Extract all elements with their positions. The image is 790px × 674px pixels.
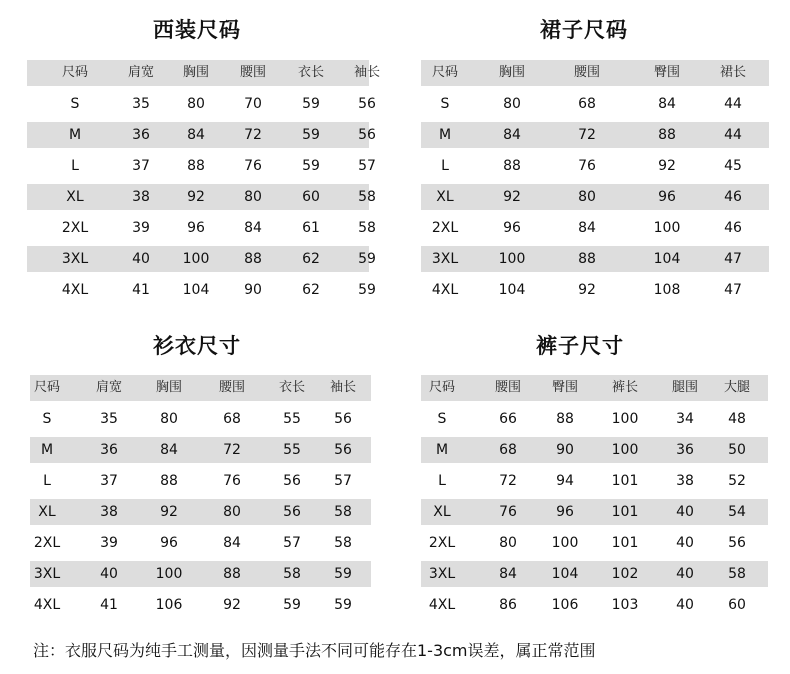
table-row (27, 246, 376, 272)
table-cell: 37 (100, 473, 118, 489)
size-label: S (70, 96, 80, 112)
column-header: 大腿 (723, 380, 751, 395)
table-cell: 88 (556, 411, 574, 427)
table-cell: 59 (334, 597, 352, 613)
table-cell: 50 (728, 442, 746, 458)
table-cell: 80 (503, 96, 521, 112)
table-cell: 90 (556, 442, 574, 458)
table-cell: 38 (132, 189, 150, 205)
table-cell: 62 (302, 251, 320, 267)
suit-size-title: 西装尺码 (153, 18, 241, 42)
size-label: S (437, 411, 447, 427)
table-cell: 59 (358, 251, 376, 267)
table-cell: 92 (658, 158, 676, 174)
table-cell: 58 (334, 535, 352, 551)
table-cell: 38 (676, 473, 694, 489)
skirt-size-title: 裙子尺码 (540, 18, 628, 42)
table-cell: 55 (283, 411, 301, 427)
size-label: 3XL (61, 251, 89, 267)
table-cell: 68 (578, 96, 596, 112)
table-cell: 72 (499, 473, 517, 489)
table-row (27, 184, 376, 210)
table-cell: 88 (578, 251, 596, 267)
table-cell: 100 (498, 251, 526, 267)
table-cell: 100 (653, 220, 681, 236)
table-cell: 55 (283, 442, 301, 458)
table-cell: 92 (187, 189, 205, 205)
table-cell: 59 (302, 96, 320, 112)
table-row (421, 277, 769, 303)
table-cell: 57 (283, 535, 301, 551)
column-header: 肩宽 (95, 380, 123, 395)
table-cell: 76 (244, 158, 262, 174)
size-label: 2XL (431, 220, 459, 236)
table-cell: 96 (160, 535, 178, 551)
table-cell: 88 (187, 158, 205, 174)
table-cell: 90 (244, 282, 262, 298)
column-header: 尺码 (431, 65, 459, 80)
table-cell: 76 (223, 473, 241, 489)
table-row (421, 184, 769, 210)
table-row (421, 153, 769, 179)
table-cell: 62 (302, 282, 320, 298)
table-row (421, 246, 769, 272)
table-cell: 108 (653, 282, 681, 298)
table-cell: 88 (658, 127, 676, 143)
column-header: 胸围 (498, 65, 526, 80)
table-row (30, 530, 371, 556)
table-cell: 80 (499, 535, 517, 551)
size-label: 2XL (61, 220, 89, 236)
column-header: 尺码 (33, 380, 61, 395)
table-row (30, 468, 371, 494)
size-label: M (438, 127, 452, 143)
table-row (30, 437, 371, 463)
table-cell: 59 (358, 282, 376, 298)
table-header-row (30, 375, 371, 401)
column-header: 袖长 (329, 380, 357, 395)
table-cell: 80 (187, 96, 205, 112)
column-header: 衣长 (278, 380, 306, 395)
table-cell: 84 (223, 535, 241, 551)
table-cell: 88 (223, 566, 241, 582)
table-cell: 40 (100, 566, 118, 582)
column-header: 胸围 (155, 380, 183, 395)
size-label: 3XL (428, 566, 456, 582)
table-cell: 104 (182, 282, 210, 298)
table-cell: 96 (556, 504, 574, 520)
table-cell: 56 (283, 504, 301, 520)
table-row (421, 215, 769, 241)
table-header-row (421, 375, 768, 401)
table-cell: 92 (160, 504, 178, 520)
measurement-note: 注：衣服尺码为纯手工测量，因测量手法不同可能存在1-3cm误差，属正常范围 (33, 641, 596, 660)
size-label: XL (38, 504, 56, 520)
table-cell: 60 (728, 597, 746, 613)
table-cell: 36 (132, 127, 150, 143)
table-cell: 44 (724, 127, 742, 143)
size-label: 3XL (431, 251, 459, 267)
table-cell: 56 (358, 127, 376, 143)
table-cell: 88 (244, 251, 262, 267)
column-header: 肩宽 (127, 65, 155, 80)
column-header: 裤长 (611, 380, 639, 395)
table-cell: 80 (223, 504, 241, 520)
table-cell: 84 (658, 96, 676, 112)
size-label: 4XL (428, 597, 456, 613)
table-cell: 40 (676, 504, 694, 520)
table-cell: 45 (724, 158, 742, 174)
table-cell: 70 (244, 96, 262, 112)
table-cell: 72 (244, 127, 262, 143)
table-cell: 103 (611, 597, 639, 613)
size-label: XL (66, 189, 84, 205)
table-cell: 36 (676, 442, 694, 458)
column-header: 臀围 (653, 65, 681, 80)
table-cell: 84 (499, 566, 517, 582)
table-cell: 106 (155, 597, 183, 613)
table-cell: 92 (223, 597, 241, 613)
table-row (421, 499, 768, 525)
table-cell: 46 (724, 189, 742, 205)
table-cell: 88 (503, 158, 521, 174)
table-cell: 56 (283, 473, 301, 489)
table-cell: 92 (578, 282, 596, 298)
column-header: 腿围 (671, 380, 699, 395)
column-header: 腰围 (494, 380, 522, 395)
table-cell: 86 (499, 597, 517, 613)
table-cell: 41 (132, 282, 150, 298)
table-cell: 58 (283, 566, 301, 582)
column-header: 腰围 (573, 65, 601, 80)
table-cell: 46 (724, 220, 742, 236)
column-header: 裙长 (719, 65, 747, 80)
table-cell: 84 (187, 127, 205, 143)
size-label: XL (433, 504, 451, 520)
size-label: S (42, 411, 52, 427)
table-row (30, 592, 371, 618)
table-cell: 88 (160, 473, 178, 489)
table-cell: 40 (132, 251, 150, 267)
table-cell: 76 (578, 158, 596, 174)
table-cell: 39 (100, 535, 118, 551)
size-label: L (71, 158, 79, 174)
table-cell: 100 (611, 411, 639, 427)
table-cell: 100 (155, 566, 183, 582)
table-cell: 56 (358, 96, 376, 112)
table-cell: 92 (503, 189, 521, 205)
table-cell: 84 (244, 220, 262, 236)
table-cell: 104 (653, 251, 681, 267)
table-cell: 102 (611, 566, 639, 582)
table-cell: 104 (498, 282, 526, 298)
column-header: 胸围 (182, 65, 210, 80)
table-row (421, 437, 768, 463)
table-row (421, 91, 769, 117)
table-row (27, 277, 376, 303)
table-cell: 54 (728, 504, 746, 520)
table-header-row (421, 60, 769, 86)
table-cell: 40 (676, 566, 694, 582)
table-cell: 44 (724, 96, 742, 112)
table-row (421, 406, 768, 432)
table-row (27, 215, 376, 241)
table-cell: 37 (132, 158, 150, 174)
table-row (27, 153, 376, 179)
table-cell: 40 (676, 535, 694, 551)
table-cell: 72 (223, 442, 241, 458)
table-cell: 68 (499, 442, 517, 458)
table-cell: 59 (334, 566, 352, 582)
table-row (30, 561, 371, 587)
table-cell: 80 (578, 189, 596, 205)
table-cell: 57 (334, 473, 352, 489)
size-label: 4XL (61, 282, 89, 298)
table-cell: 35 (132, 96, 150, 112)
table-cell: 80 (160, 411, 178, 427)
table-cell: 56 (728, 535, 746, 551)
table-cell: 101 (611, 535, 639, 551)
size-label: M (435, 442, 449, 458)
table-cell: 56 (334, 442, 352, 458)
size-label: M (40, 442, 54, 458)
table-row (421, 468, 768, 494)
table-cell: 36 (100, 442, 118, 458)
size-label: 2XL (428, 535, 456, 551)
table-cell: 80 (244, 189, 262, 205)
table-cell: 59 (302, 127, 320, 143)
table-cell: 59 (302, 158, 320, 174)
table-row (27, 122, 376, 148)
table-cell: 38 (100, 504, 118, 520)
size-label: XL (436, 189, 454, 205)
table-cell: 100 (182, 251, 210, 267)
table-cell: 34 (676, 411, 694, 427)
table-cell: 47 (724, 282, 742, 298)
table-cell: 47 (724, 251, 742, 267)
table-cell: 40 (676, 597, 694, 613)
table-cell: 57 (358, 158, 376, 174)
table-cell: 41 (100, 597, 118, 613)
table-cell: 48 (728, 411, 746, 427)
table-cell: 101 (611, 473, 639, 489)
table-cell: 84 (160, 442, 178, 458)
table-cell: 72 (578, 127, 596, 143)
table-cell: 106 (551, 597, 579, 613)
table-cell: 100 (611, 442, 639, 458)
table-cell: 35 (100, 411, 118, 427)
column-header: 衣长 (297, 65, 325, 80)
table-header-row (27, 60, 381, 86)
table-cell: 58 (358, 189, 376, 205)
shirt-size-title: 衫衣尺寸 (153, 334, 241, 358)
column-header: 尺码 (61, 65, 89, 80)
table-cell: 104 (551, 566, 579, 582)
size-label: 2XL (33, 535, 61, 551)
table-cell: 39 (132, 220, 150, 236)
table-cell: 66 (499, 411, 517, 427)
table-row (30, 406, 371, 432)
table-cell: 96 (187, 220, 205, 236)
table-cell: 58 (358, 220, 376, 236)
table-cell: 94 (556, 473, 574, 489)
table-cell: 96 (503, 220, 521, 236)
column-header: 腰围 (218, 380, 246, 395)
pants-size-title: 裤子尺寸 (536, 334, 624, 358)
table-cell: 68 (223, 411, 241, 427)
table-cell: 52 (728, 473, 746, 489)
size-label: L (438, 473, 446, 489)
table-cell: 96 (658, 189, 676, 205)
table-row (27, 91, 376, 117)
column-header: 袖长 (353, 65, 381, 80)
table-row (30, 499, 371, 525)
column-header: 尺码 (428, 380, 456, 395)
table-cell: 56 (334, 411, 352, 427)
table-cell: 84 (578, 220, 596, 236)
table-cell: 60 (302, 189, 320, 205)
size-label: L (43, 473, 51, 489)
table-row (421, 122, 769, 148)
size-label: 4XL (431, 282, 459, 298)
table-cell: 61 (302, 220, 320, 236)
size-label: S (440, 96, 450, 112)
size-label: M (68, 127, 82, 143)
column-header: 腰围 (239, 65, 267, 80)
table-cell: 101 (611, 504, 639, 520)
column-header: 臀围 (551, 380, 579, 395)
table-cell: 76 (499, 504, 517, 520)
size-label: 4XL (33, 597, 61, 613)
table-row (421, 561, 768, 587)
table-cell: 59 (283, 597, 301, 613)
table-cell: 100 (551, 535, 579, 551)
size-label: L (441, 158, 449, 174)
table-row (421, 592, 768, 618)
size-label: 3XL (33, 566, 61, 582)
table-row (421, 530, 768, 556)
table-cell: 58 (728, 566, 746, 582)
table-cell: 58 (334, 504, 352, 520)
table-cell: 84 (503, 127, 521, 143)
